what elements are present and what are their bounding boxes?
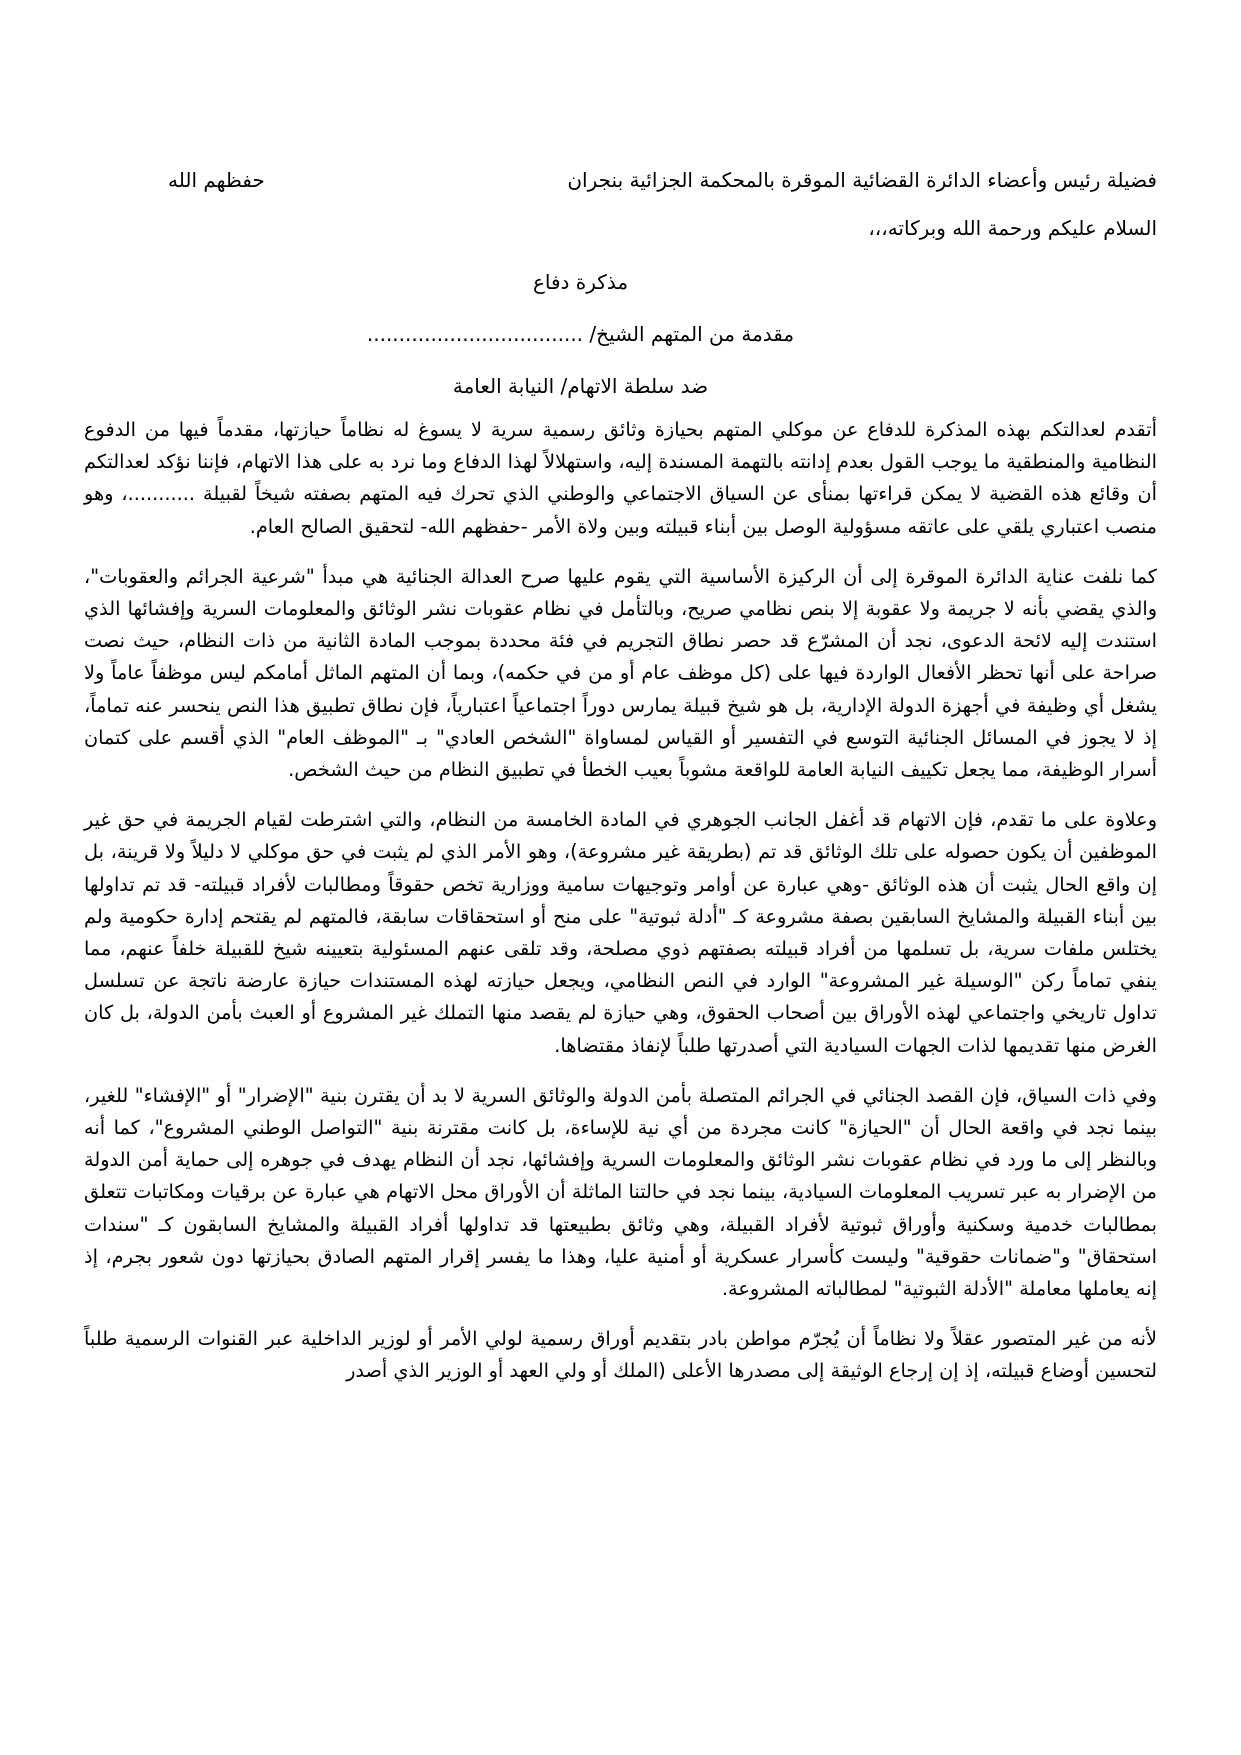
greeting: السلام عليكم ورحمة الله وبركاته،،،: [868, 216, 1157, 240]
paragraph-3: وعلاوة على ما تقدم، فإن الاتهام قد أغفل الجانب الجوهري في المادة الخامسة من النظام، والتي اشترطت لقيام الجريمة في حق غير الموظفين أن يكون حصوله على تلك الوثائق قد تم (بطريقة غير مشروعة)، وهو الأمر الذي لم يثبت في حق موكلي لا دليلاً ولا قرينة، بل إن واقع الحال يثبت أن هذه الوثائق -وهي عبارة عن أوامر وتوجيهات سامية ووزارية تخص حقوقاً ومطالبات لأفراد قبيلته- قد تم تداولها بين أبناء القبيلة والمشايخ السابقين بصفة مشروعة كـ "أدلة ثبوتية" على منح أو استحقاقات سابقة، فالمتهم لم يقتحم إدارة حكومية ولم يختلس ملفات سرية، بل تسلمها من أفراد قبيلته بصفتهم ذوي مصلحة، وقد تلقى عنهم المسئولية بتعيينه شيخ للقبيلة خلفاً عنهم، مما ينفي تماماً ركن "الوسيلة غير المشروعة" الوارد في النص النظامي، ويجعل حيازته لهذه المستندات حيازة عارضة ناتجة عن تسلسل تداول تاريخي واجتماعي لهذه الأوراق بين أصحاب الحقوق، وهي حيازة لم يقصد منها التملك غير المشروع أو العبث بأمن الدولة، بل كان الغرض منها تقديمها لذات الجهات السيادية التي أصدرتها طلباً لإنفاذ مقتضاها.: [84, 808, 1157, 1057]
blessing: حفظهم الله: [168, 168, 265, 192]
against-party: ضد سلطة الاتهام/ النيابة العامة: [452, 374, 709, 398]
paragraph-2: كما نلفت عناية الدائرة الموقرة إلى أن الركيزة الأساسية التي يقوم عليها صرح العدالة الجنائية هي مبدأ "شرعية الجرائم والعقوبات"، والذي يقضي بأنه لا جريمة ولا عقوبة إلا بنص نظامي صريح، وبالتأمل في نظام عقوبات نشر الوثائق والمعلومات السرية وإفشائها الذي استندت إليه لائحة الدعوى، نجد أن المشرّع قد حصر نطاق التجريم في فئة محددة بموجب المادة الثانية من ذات النظام، حيث نصت صراحة على أنها تحظر الأفعال الواردة فيها على (كل موظف عام أو من في حكمه)، وبما أن المتهم الماثل أمامكم ليس موظفاً عاماً ولا يشغل أي وظيفة في أجهزة الدولة الإدارية، بل هو شيخ قبيلة يمارس دوراً اجتماعياً اعتبارياً، فإن نطاق تطبيق هذا النص ينحسر عنه تماماً، إذ لا يجوز في المسائل الجنائية التوسع في التفسير أو القياس لمساواة "الشخص العادي" بـ "الموظف العام" الذي أقسم على كتمان أسرار الوظيفة، مما يجعل تكييف النيابة العامة للواقعة مشوباً بعيب الخطأ في تطبيق النظام من حيث الشخص.: [84, 564, 1157, 782]
submitted-by: مقدمة من المتهم الشيخ/ ..................................: [366, 322, 795, 346]
paragraph-1: أتقدم لعدالتكم بهذه المذكرة للدفاع عن موكلي المتهم بحيازة وثائق رسمية سرية لا يسوغ له نظاماً حيازتها، مقدماً فيها من الدفوع النظامية والمنطقية ما يوجب القول بعدم إدانته بالتهمة المسندة إليه، واستهلالاً لهذا الدفاع وما نرد به على هذا الاتهام، فإننا نؤكد لعدالتكم أن وقائع هذه القضية لا يمكن قراءتها بمنأى عن السياق الاجتماعي والوطني الذي تحرك فيه المتهم بصفته شيخاً لقبيلة ...........، وهو منصب اعتباري يلقي على عاتقه مسؤولية الوصل بين أبناء قبيلته وبين ولاة الأمر -حفظهم الله- لتحقيق الصالح العام.: [84, 418, 1157, 538]
addressee-line: [84, 158, 1157, 202]
memo-title: مذكرة دفاع: [532, 270, 629, 294]
memo-titles: [84, 262, 1157, 406]
addressee: فضيلة رئيس وأعضاء الدائرة القضائية الموقرة بالمحكمة الجزائية بنجران: [567, 168, 1157, 192]
paragraph-5: لأنه من غير المتصور عقلاً ولا نظاماً أن يُجرّم مواطن بادر بتقديم أوراق رسمية لولي الأمر أو لوزير الداخلية عبر القنوات الرسمية طلباً لتحسين أوضاع قبيلته، إذ إن إرجاع الوثيقة إلى مصدرها الأعلى (الملك أو ولي العهد أو الوزير الذي أصدر: [84, 1327, 1157, 1383]
paragraph-4: وفي ذات السياق، فإن القصد الجنائي في الجرائم المتصلة بأمن الدولة والوثائق السرية لا بد أن يقترن بنية "الإضرار" أو "الإفشاء" للغير، بينما نجد في واقعة الحال أن "الحيازة" كانت مجردة من أي نية للإساءة، بل كانت مقترنة بنية "التواصل الوطني المشروع"، كما أنه وبالنظر إلى ما ورد في نظام عقوبات نشر الوثائق والمعلومات السرية وإفشائها، نجد أن النظام يهدف في جوهره إلى حماية أمن الدولة من الإضرار به عبر تسريب المعلومات السيادية، بينما نجد في حالتنا الماثلة أن الأوراق محل الاتهام هي عبارة عن برقيات ومكاتبات تتعلق بمطالبات خدمية وسكنية وأوراق ثبوتية لأفراد القبيلة، وهي وثائق بطبيعتها قد تداولها أفراد القبيلة والمشايخ السابقون كـ "سندات استحقاق" و"ضمانات حقوقية" وليست كأسرار عسكرية أو أمنية عليا، وهذا ما يفسر إقرار المتهم الصادق بحيازتها دون شعور بجرم، إذ إنه يعاملها معاملة "الأدلة الثبوتية" لمطالباته المشروعة.: [84, 1083, 1157, 1301]
